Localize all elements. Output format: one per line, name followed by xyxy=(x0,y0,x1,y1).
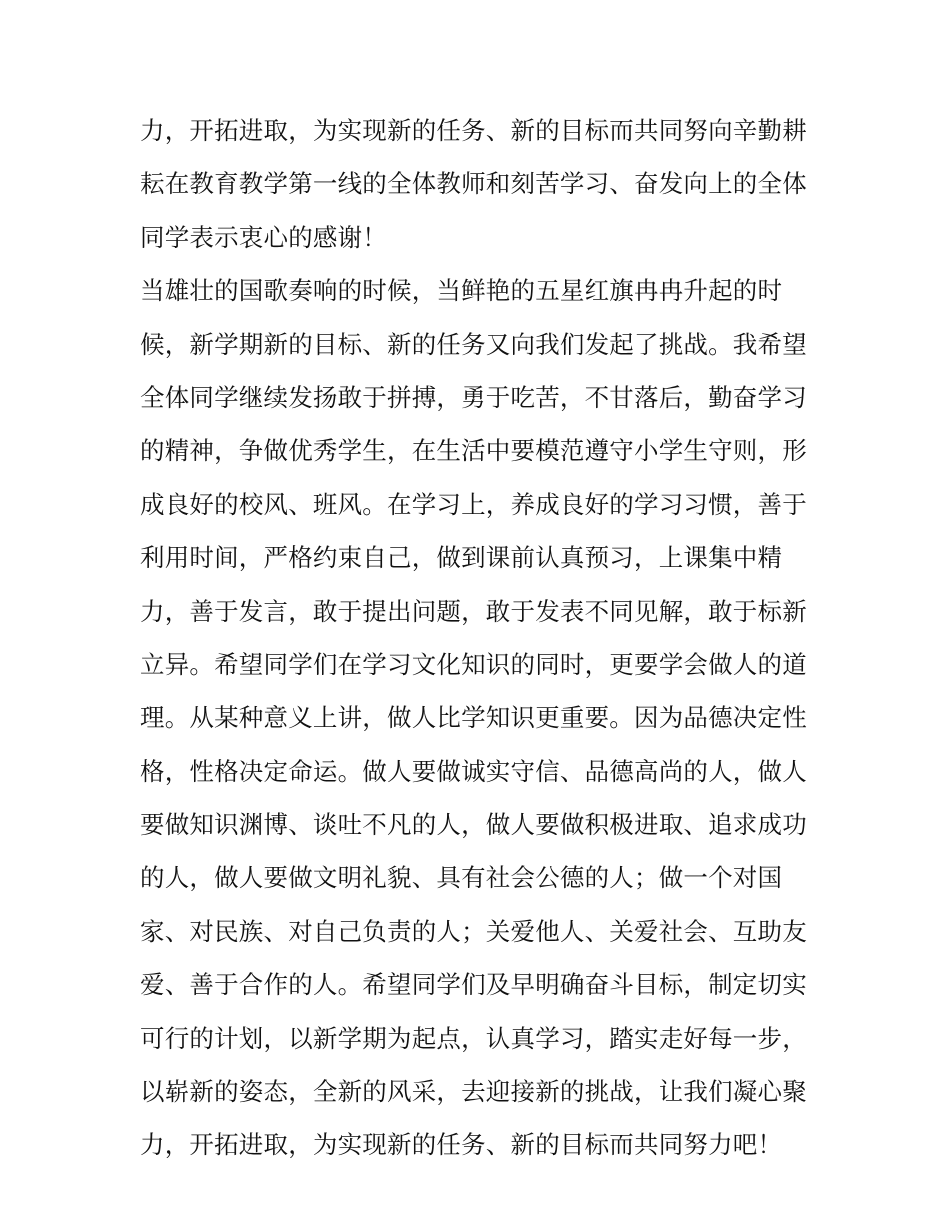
text-line: 候，新学期新的目标、新的任务又向我们发起了挑战。我希望 xyxy=(140,329,807,359)
text-line: 格，性格决定命运。做人要做诚实守信、品德高尚的人，做人 xyxy=(140,756,807,786)
text-line: 以崭新的姿态，全新的风采，去迎接新的挑战，让我们凝心聚 xyxy=(140,1077,807,1107)
text-line: 全体同学继续发扬敢于拼搏，勇于吃苦，不甘落后，勤奋学习 xyxy=(140,382,807,412)
text-line: 当雄壮的国歌奏响的时候，当鲜艳的五星红旗冉冉升起的时 xyxy=(140,276,783,306)
text-line: 耘在教育教学第一线的全体教师和刻苦学习、奋发向上的全体 xyxy=(140,169,807,199)
text-line: 成良好的校风、班风。在学习上，养成良好的学习习惯，善于 xyxy=(140,489,807,519)
text-line: 力，开拓进取，为实现新的任务、新的目标而共同努力吧！ xyxy=(140,1130,783,1160)
text-line: 同学表示衷心的感谢！ xyxy=(140,222,387,252)
text-line: 可行的计划，以新学期为起点，认真学习，踏实走好每一步， xyxy=(140,1023,807,1053)
paragraph-2 xyxy=(140,264,812,1172)
text-line: 爱、善于合作的人。希望同学们及早明确奋斗目标，制定切实 xyxy=(140,970,807,1000)
text-line: 立异。希望同学们在学习文化知识的同时，更要学会做人的道 xyxy=(140,649,807,679)
text-line: 家、对民族、对自己负责的人；关爱他人、关爱社会、互助友 xyxy=(140,916,807,946)
text-line: 的精神，争做优秀学生，在生活中要模范遵守小学生守则，形 xyxy=(140,436,807,466)
text-line: 力，善于发言，敢于提出问题，敢于发表不同见解，敢于标新 xyxy=(140,596,807,626)
text-line: 力，开拓进取，为实现新的任务、新的目标而共同努向辛勤耕 xyxy=(140,116,807,145)
text-line: 要做知识渊博、谈吐不凡的人，做人要做积极进取、追求成功 xyxy=(140,810,807,840)
text-line: 理。从某种意义上讲，做人比学知识更重要。因为品德决定性 xyxy=(140,703,807,733)
text-line: 利用时间，严格约束自己，做到课前认真预习，上课集中精 xyxy=(140,543,783,573)
text-line: 的人，做人要做文明礼貌、具有社会公德的人；做一个对国 xyxy=(140,863,783,893)
body-text xyxy=(140,104,812,1172)
paragraph-1 xyxy=(140,104,812,264)
